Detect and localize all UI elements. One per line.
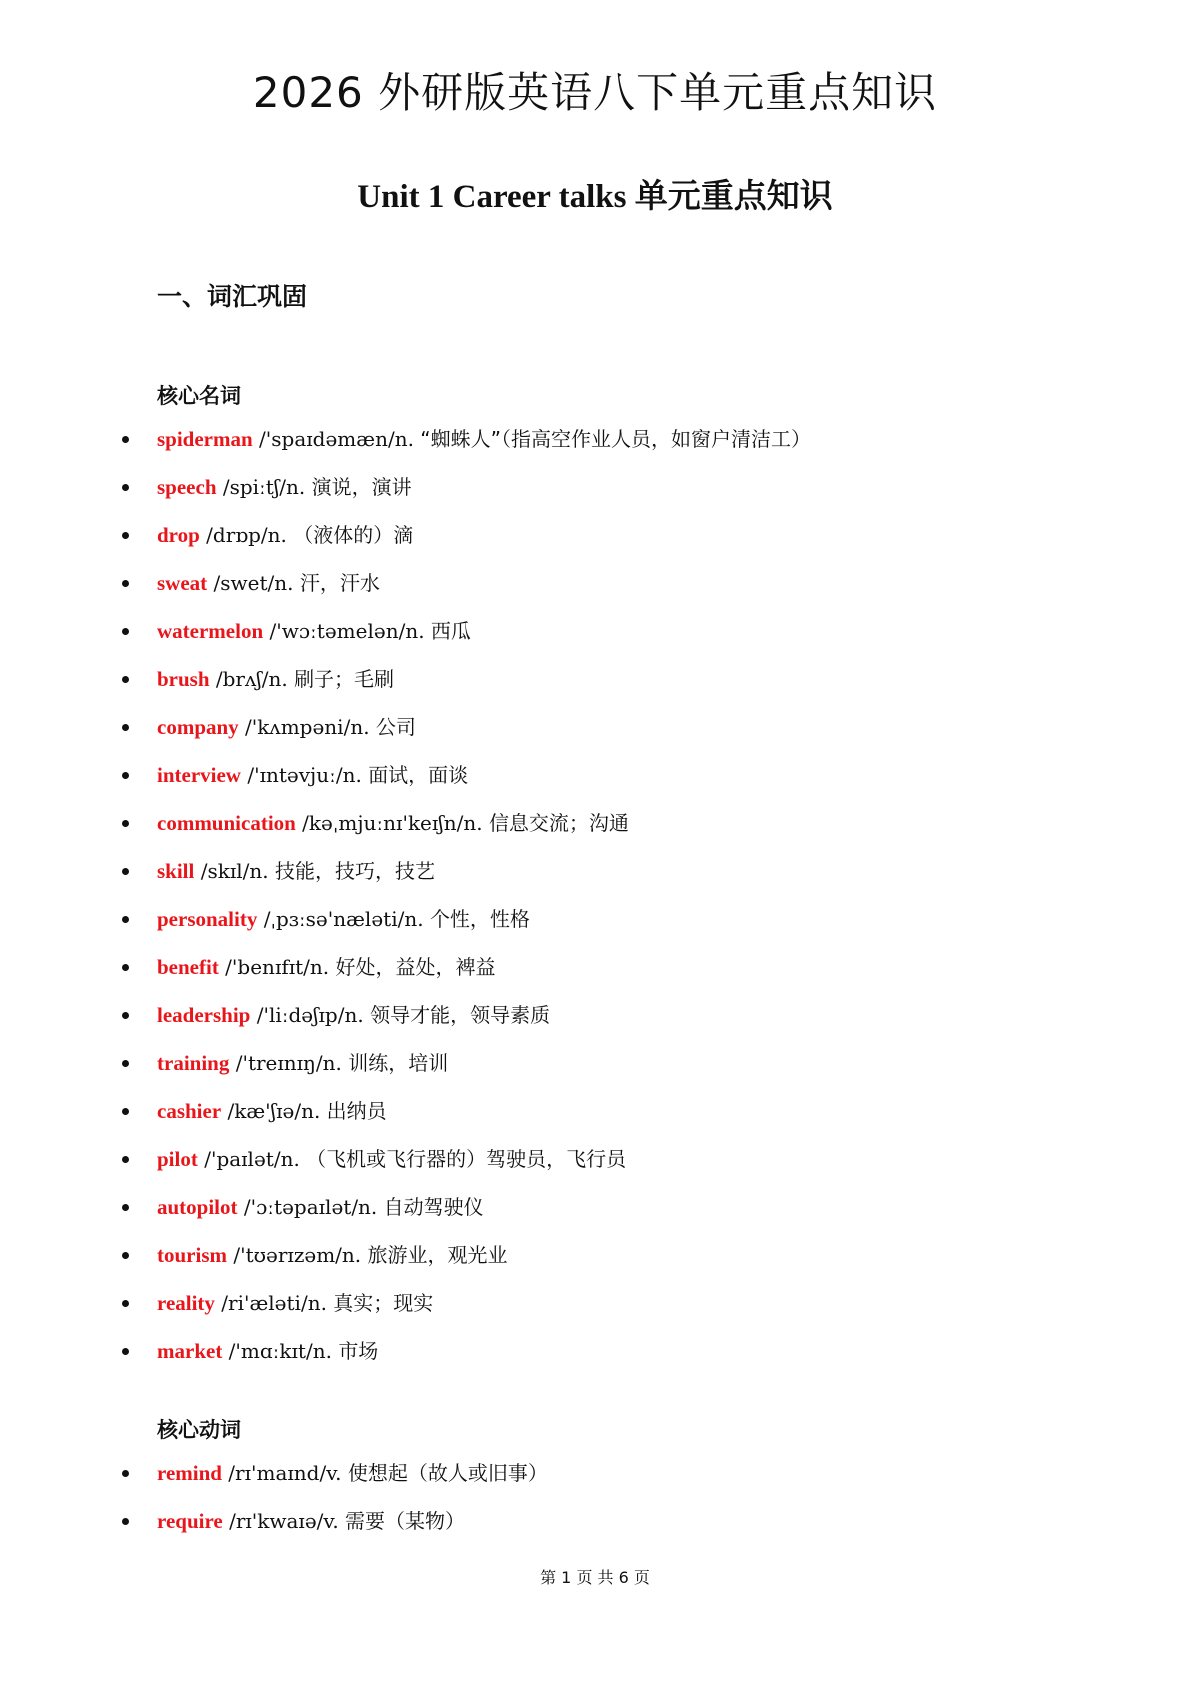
phonetic: /'spaɪdəmæn/n.	[252, 427, 421, 451]
meaning: 个性，性格	[429, 907, 530, 931]
meaning: 刷子；毛刷	[294, 667, 395, 691]
noun-item	[0, 1096, 1190, 1144]
nouns-heading: 核心名词	[157, 384, 241, 408]
vocab-word: tourism	[157, 1243, 227, 1267]
phonetic: /'paɪlət/n.	[197, 1147, 307, 1171]
document-title: 2026 外研版英语八下单元重点知识	[252, 68, 938, 117]
meaning: 需要（某物）	[345, 1509, 466, 1533]
vocab-word: leadership	[157, 1003, 251, 1027]
bullet-icon	[122, 1060, 129, 1067]
bullet-icon	[122, 532, 129, 539]
vocab-word: watermelon	[157, 619, 264, 643]
phonetic: /rɪ'kwaɪə/v.	[222, 1509, 346, 1533]
vocab-word: training	[157, 1051, 230, 1075]
meaning: 西瓜	[430, 619, 471, 643]
meaning: “蜘蛛人”（指高空作业人员，如窗户清洁工）	[420, 427, 812, 451]
vocab-word: drop	[157, 523, 200, 547]
phonetic: /'treɪnɪŋ/n.	[229, 1051, 349, 1075]
vocab-word: brush	[157, 667, 210, 691]
meaning: 出纳员	[326, 1099, 387, 1123]
meaning: 汗，汗水	[299, 571, 380, 595]
meaning: 自动驾驶仪	[383, 1195, 484, 1219]
vocab-word: autopilot	[157, 1195, 238, 1219]
phonetic: /brʌʃ/n.	[209, 667, 295, 691]
meaning: 使想起（故人或旧事）	[347, 1461, 548, 1485]
vocab-word: speech	[157, 475, 217, 499]
vocab-word: market	[157, 1339, 223, 1363]
meaning: 信息交流；沟通	[488, 811, 629, 835]
meaning: 旅游业，观光业	[367, 1243, 508, 1267]
noun-item	[0, 1048, 1190, 1096]
meaning: 演说，演讲	[311, 475, 412, 499]
phonetic: /'liːdəʃɪp/n.	[250, 1003, 371, 1027]
noun-item	[0, 568, 1190, 616]
verbs-heading: 核心动词	[157, 1418, 241, 1442]
page-footer: 第 1 页 共 6 页	[540, 1568, 650, 1587]
bullet-icon	[122, 484, 129, 491]
bullet-icon	[122, 916, 129, 923]
phonetic: /'ɔːtəpaɪlət/n.	[237, 1195, 384, 1219]
noun-item	[0, 472, 1190, 520]
vocab-word: benefit	[157, 955, 219, 979]
bullet-icon	[122, 1252, 129, 1259]
phonetic: /kæ'ʃɪə/n.	[221, 1099, 327, 1123]
noun-item	[0, 520, 1190, 568]
meaning: 公司	[375, 715, 416, 739]
phonetic: /'tʊərɪzəm/n.	[227, 1243, 368, 1267]
bullet-icon	[122, 1300, 129, 1307]
bullet-icon	[122, 1156, 129, 1163]
meaning: 真实；现实	[333, 1291, 434, 1315]
noun-item	[0, 1144, 1190, 1192]
bullet-icon	[122, 1470, 129, 1477]
vocab-word: communication	[157, 811, 296, 835]
bullet-icon	[122, 628, 129, 635]
noun-item	[0, 424, 1190, 472]
phonetic: /'mɑːkɪt/n.	[222, 1339, 339, 1363]
vocab-word: spiderman	[157, 427, 253, 451]
phonetic: /drɒp/n.	[199, 523, 294, 547]
phonetic: /spiːtʃ/n.	[216, 475, 312, 499]
noun-item	[0, 1000, 1190, 1048]
meaning: 技能，技巧，技艺	[274, 859, 435, 883]
vocab-word: cashier	[157, 1099, 222, 1123]
vocab-word: sweat	[157, 571, 208, 595]
vocab-word: require	[157, 1509, 223, 1533]
bullet-icon	[122, 964, 129, 971]
bullet-icon	[122, 436, 129, 443]
vocab-word: remind	[157, 1461, 222, 1485]
meaning: 面试，面谈	[368, 763, 469, 787]
bullet-icon	[122, 1518, 129, 1525]
noun-item	[0, 760, 1190, 808]
bullet-icon	[122, 1204, 129, 1211]
noun-item	[0, 664, 1190, 712]
noun-item	[0, 1240, 1190, 1288]
meaning: 好处，益处，裨益	[335, 955, 496, 979]
verb-item	[0, 1506, 1190, 1554]
noun-item	[0, 1192, 1190, 1240]
vocab-word: company	[157, 715, 239, 739]
noun-item	[0, 808, 1190, 856]
verb-list	[0, 1458, 1190, 1554]
bullet-icon	[122, 1012, 129, 1019]
noun-item	[0, 1336, 1190, 1384]
phonetic: /rɪ'maɪnd/v.	[221, 1461, 348, 1485]
unit-title: Unit 1 Career talks 单元重点知识	[357, 179, 833, 215]
phonetic: /'benɪfɪt/n.	[218, 955, 336, 979]
bullet-icon	[122, 676, 129, 683]
section-heading: 一、词汇巩固	[157, 282, 308, 311]
phonetic: /ri'æləti/n.	[214, 1291, 334, 1315]
bullet-icon	[122, 820, 129, 827]
meaning: （液体的）滴	[293, 523, 414, 547]
noun-item	[0, 904, 1190, 952]
bullet-icon	[122, 868, 129, 875]
noun-item	[0, 616, 1190, 664]
vocab-word: pilot	[157, 1147, 198, 1171]
vocab-word: personality	[157, 907, 258, 931]
meaning: （飞机或飞行器的）驾驶员，飞行员	[306, 1147, 627, 1171]
noun-item	[0, 952, 1190, 1000]
phonetic: /ˌpɜːsə'næləti/n.	[257, 907, 430, 931]
vocab-word: skill	[157, 859, 195, 883]
bullet-icon	[122, 772, 129, 779]
phonetic: /'kʌmpəni/n.	[238, 715, 376, 739]
meaning: 领导才能，领导素质	[370, 1003, 551, 1027]
vocab-word: reality	[157, 1291, 215, 1315]
meaning: 市场	[338, 1339, 379, 1363]
phonetic: /'wɔːtəmelən/n.	[263, 619, 431, 643]
vocab-word: interview	[157, 763, 241, 787]
phonetic: /skɪl/n.	[194, 859, 275, 883]
phonetic: /swet/n.	[207, 571, 300, 595]
noun-item	[0, 856, 1190, 904]
noun-item	[0, 712, 1190, 760]
bullet-icon	[122, 1348, 129, 1355]
phonetic: /'ɪntəvjuː/n.	[240, 763, 369, 787]
phonetic: /kəˌmjuːnɪ'keɪʃn/n.	[295, 811, 489, 835]
bullet-icon	[122, 1108, 129, 1115]
verb-item	[0, 1458, 1190, 1506]
bullet-icon	[122, 580, 129, 587]
bullet-icon	[122, 724, 129, 731]
meaning: 训练，培训	[348, 1051, 449, 1075]
noun-list	[0, 424, 1190, 1384]
noun-item	[0, 1288, 1190, 1336]
